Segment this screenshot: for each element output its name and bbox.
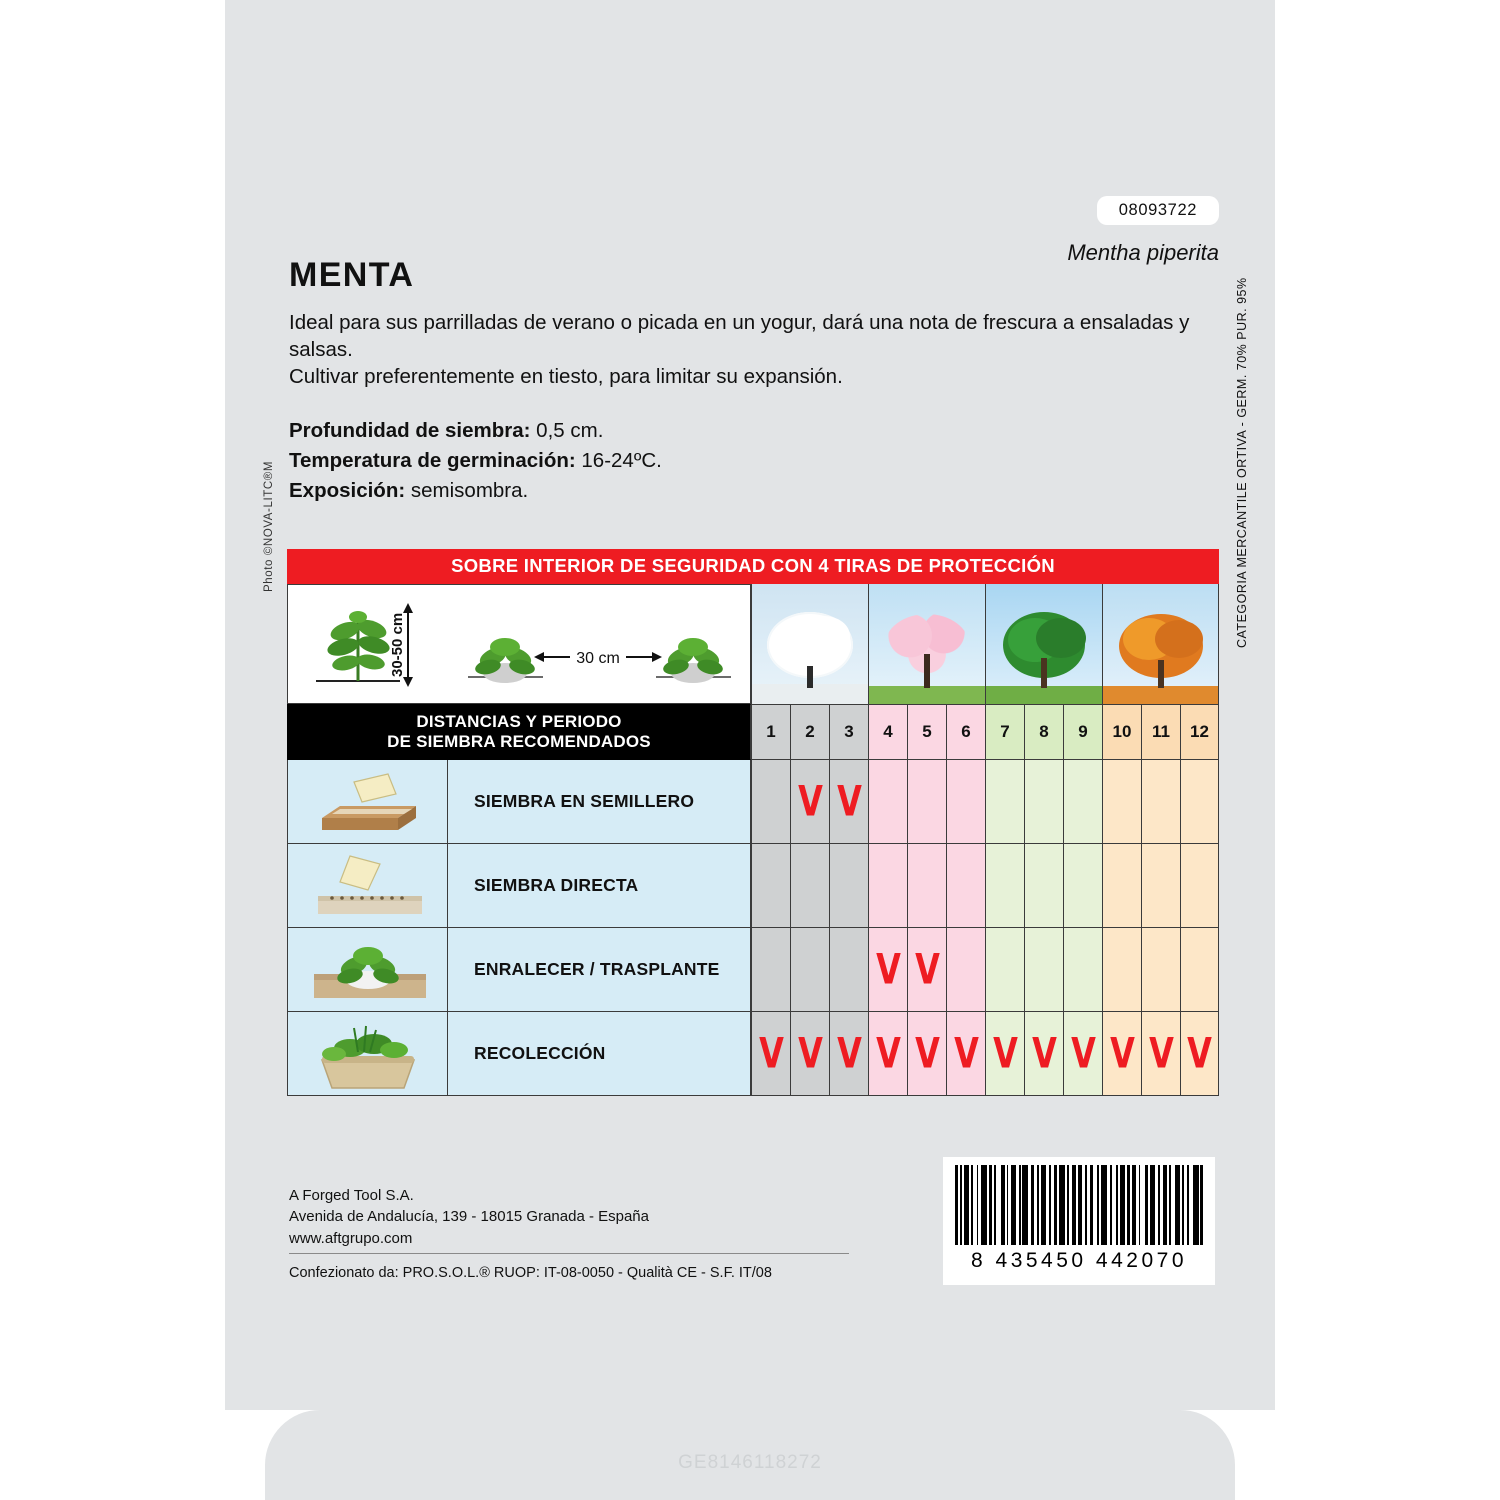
svg-text:30-50 cm: 30-50 cm bbox=[389, 612, 406, 677]
cell-m4 bbox=[868, 844, 907, 928]
cell-m5: V bbox=[907, 928, 946, 1012]
row-label: SIEMBRA EN SEMILLERO bbox=[447, 760, 751, 844]
spec-row bbox=[289, 446, 1229, 476]
month-3: 3 bbox=[829, 704, 868, 760]
svg-text:30 cm: 30 cm bbox=[576, 650, 620, 667]
table-row bbox=[287, 1012, 1219, 1096]
month-8: 8 bbox=[1024, 704, 1063, 760]
packer-info: Confezionato da: PRO.S.O.L.® RUOP: IT-08-0050 - Qualità CE - S.F. IT/08 bbox=[289, 1265, 772, 1281]
cell-m9 bbox=[1063, 760, 1102, 844]
cell-m8: V bbox=[1024, 1012, 1063, 1096]
cell-m10 bbox=[1102, 928, 1141, 1012]
season-spring-icon bbox=[868, 584, 985, 704]
cell-m3 bbox=[829, 928, 868, 1012]
table-header-line-2: DE SIEMBRA RECOMENDADOS bbox=[387, 732, 651, 751]
season-row bbox=[287, 584, 1219, 704]
cell-m2 bbox=[790, 844, 829, 928]
company-address: Avenida de Andalucía, 139 - 18015 Granada - España bbox=[289, 1208, 649, 1226]
barcode bbox=[943, 1157, 1215, 1285]
row-months bbox=[751, 844, 1219, 928]
security-banner: SOBRE INTERIOR DE SEGURIDAD CON 4 TIRAS DE PROTECCIÓN bbox=[287, 549, 1219, 584]
cell-m7 bbox=[985, 844, 1024, 928]
cell-m6: V bbox=[946, 1012, 985, 1096]
cell-m7 bbox=[985, 760, 1024, 844]
product-code: 08093722 bbox=[1097, 196, 1219, 225]
table-header-label bbox=[287, 704, 751, 760]
sowing-grid bbox=[287, 584, 1219, 1096]
cell-m3: V bbox=[829, 760, 868, 844]
season-summer-icon bbox=[985, 584, 1102, 704]
cell-m4: V bbox=[868, 928, 907, 1012]
cell-m2 bbox=[790, 928, 829, 1012]
row-months bbox=[751, 1012, 1219, 1096]
sowing-table bbox=[287, 549, 1219, 1096]
direct-sowing-icon bbox=[287, 844, 447, 928]
month-4: 4 bbox=[868, 704, 907, 760]
cell-m5: V bbox=[907, 1012, 946, 1096]
table-header-row bbox=[287, 704, 1219, 760]
month-2: 2 bbox=[790, 704, 829, 760]
cell-m7: V bbox=[985, 1012, 1024, 1096]
harvest-basket-icon bbox=[287, 1012, 447, 1096]
spec-label: Profundidad de siembra: bbox=[289, 419, 531, 442]
cell-m9 bbox=[1063, 928, 1102, 1012]
cell-m8 bbox=[1024, 844, 1063, 928]
cell-m3: V bbox=[829, 1012, 868, 1096]
month-7: 7 bbox=[985, 704, 1024, 760]
cell-m9: V bbox=[1063, 1012, 1102, 1096]
cell-m6 bbox=[946, 844, 985, 928]
transplant-icon bbox=[287, 928, 447, 1012]
cell-m7 bbox=[985, 928, 1024, 1012]
cell-m11 bbox=[1141, 760, 1180, 844]
spec-value: 16-24ºC. bbox=[575, 448, 662, 472]
cell-m1 bbox=[751, 844, 790, 928]
month-1: 1 bbox=[751, 704, 790, 760]
row-months bbox=[751, 760, 1219, 844]
photo-credit: Photo ©NOVA-LITC®M bbox=[263, 460, 275, 592]
cell-m11 bbox=[1141, 844, 1180, 928]
cell-m8 bbox=[1024, 760, 1063, 844]
company-name: A Forged Tool S.A. bbox=[289, 1187, 414, 1204]
cell-m1 bbox=[751, 928, 790, 1012]
spec-label: Exposición: bbox=[289, 478, 406, 502]
category-label: CATEGORIA MERCANTILE ORTIVA - GERM. 70% PUR. 95% bbox=[1235, 277, 1249, 648]
spec-value: 0,5 cm. bbox=[530, 419, 604, 442]
month-9: 9 bbox=[1063, 704, 1102, 760]
season-winter-icon bbox=[751, 584, 868, 704]
barcode-bars bbox=[955, 1165, 1203, 1245]
seed-tray-icon bbox=[287, 760, 447, 844]
latin-name: Mentha piperita bbox=[1067, 240, 1219, 265]
footer-company-info bbox=[289, 1185, 849, 1249]
cell-m2: V bbox=[790, 760, 829, 844]
cell-m11 bbox=[1141, 928, 1180, 1012]
row-label: RECOLECCIÓN bbox=[447, 1012, 751, 1096]
month-12: 12 bbox=[1180, 704, 1219, 760]
page-title: MENTA bbox=[289, 256, 415, 294]
cell-m5 bbox=[907, 844, 946, 928]
cell-m11: V bbox=[1141, 1012, 1180, 1096]
cell-m5 bbox=[907, 760, 946, 844]
plant-spacing-diagram bbox=[288, 585, 752, 705]
footer-divider bbox=[289, 1253, 849, 1254]
cell-m10 bbox=[1102, 844, 1141, 928]
product-description bbox=[289, 309, 1229, 390]
table-row bbox=[287, 844, 1219, 928]
month-5: 5 bbox=[907, 704, 946, 760]
row-label: ENRALECER / TRASPLANTE bbox=[447, 928, 751, 1012]
cell-m2: V bbox=[790, 1012, 829, 1096]
cell-m6 bbox=[946, 760, 985, 844]
table-header-line-1: DISTANCIAS Y PERIODO bbox=[416, 711, 622, 731]
spec-row bbox=[289, 416, 1229, 446]
packet-content bbox=[225, 0, 1275, 1500]
barcode-number: 8 435450 442070 bbox=[971, 1249, 1187, 1272]
cell-m9 bbox=[1063, 844, 1102, 928]
cell-m1: V bbox=[751, 1012, 790, 1096]
table-row bbox=[287, 760, 1219, 844]
cell-m3 bbox=[829, 844, 868, 928]
spec-label: Temperatura de germinación: bbox=[289, 448, 576, 472]
company-website[interactable]: www.aftgrupo.com bbox=[289, 1229, 413, 1247]
cell-m12 bbox=[1180, 760, 1219, 844]
table-row bbox=[287, 928, 1219, 1012]
spec-row bbox=[289, 476, 1229, 506]
plant-diagram bbox=[287, 584, 751, 704]
cell-m12 bbox=[1180, 844, 1219, 928]
cell-m1 bbox=[751, 760, 790, 844]
cell-m10 bbox=[1102, 760, 1141, 844]
cell-m12: V bbox=[1180, 1012, 1219, 1096]
cell-m10: V bbox=[1102, 1012, 1141, 1096]
spec-value: semisombra. bbox=[405, 478, 529, 502]
cell-m4 bbox=[868, 760, 907, 844]
cell-m12 bbox=[1180, 928, 1219, 1012]
description-line-1: Ideal para sus parrilladas de verano o picada en un yogur, dará una nota de frescura a ensaladas y salsas. bbox=[289, 311, 1190, 362]
month-11: 11 bbox=[1141, 704, 1180, 760]
row-label: SIEMBRA DIRECTA bbox=[447, 844, 751, 928]
season-autumn-icon bbox=[1102, 584, 1219, 704]
bottom-code: GE8146118272 bbox=[678, 1452, 822, 1473]
cell-m8 bbox=[1024, 928, 1063, 1012]
cell-m4: V bbox=[868, 1012, 907, 1096]
row-months bbox=[751, 928, 1219, 1012]
cell-m6 bbox=[946, 928, 985, 1012]
month-header bbox=[751, 704, 1219, 760]
growing-specs bbox=[289, 416, 1229, 506]
description-line-2: Cultivar preferentemente en tiesto, para limitar su expansión. bbox=[289, 365, 843, 389]
month-10: 10 bbox=[1102, 704, 1141, 760]
month-6: 6 bbox=[946, 704, 985, 760]
